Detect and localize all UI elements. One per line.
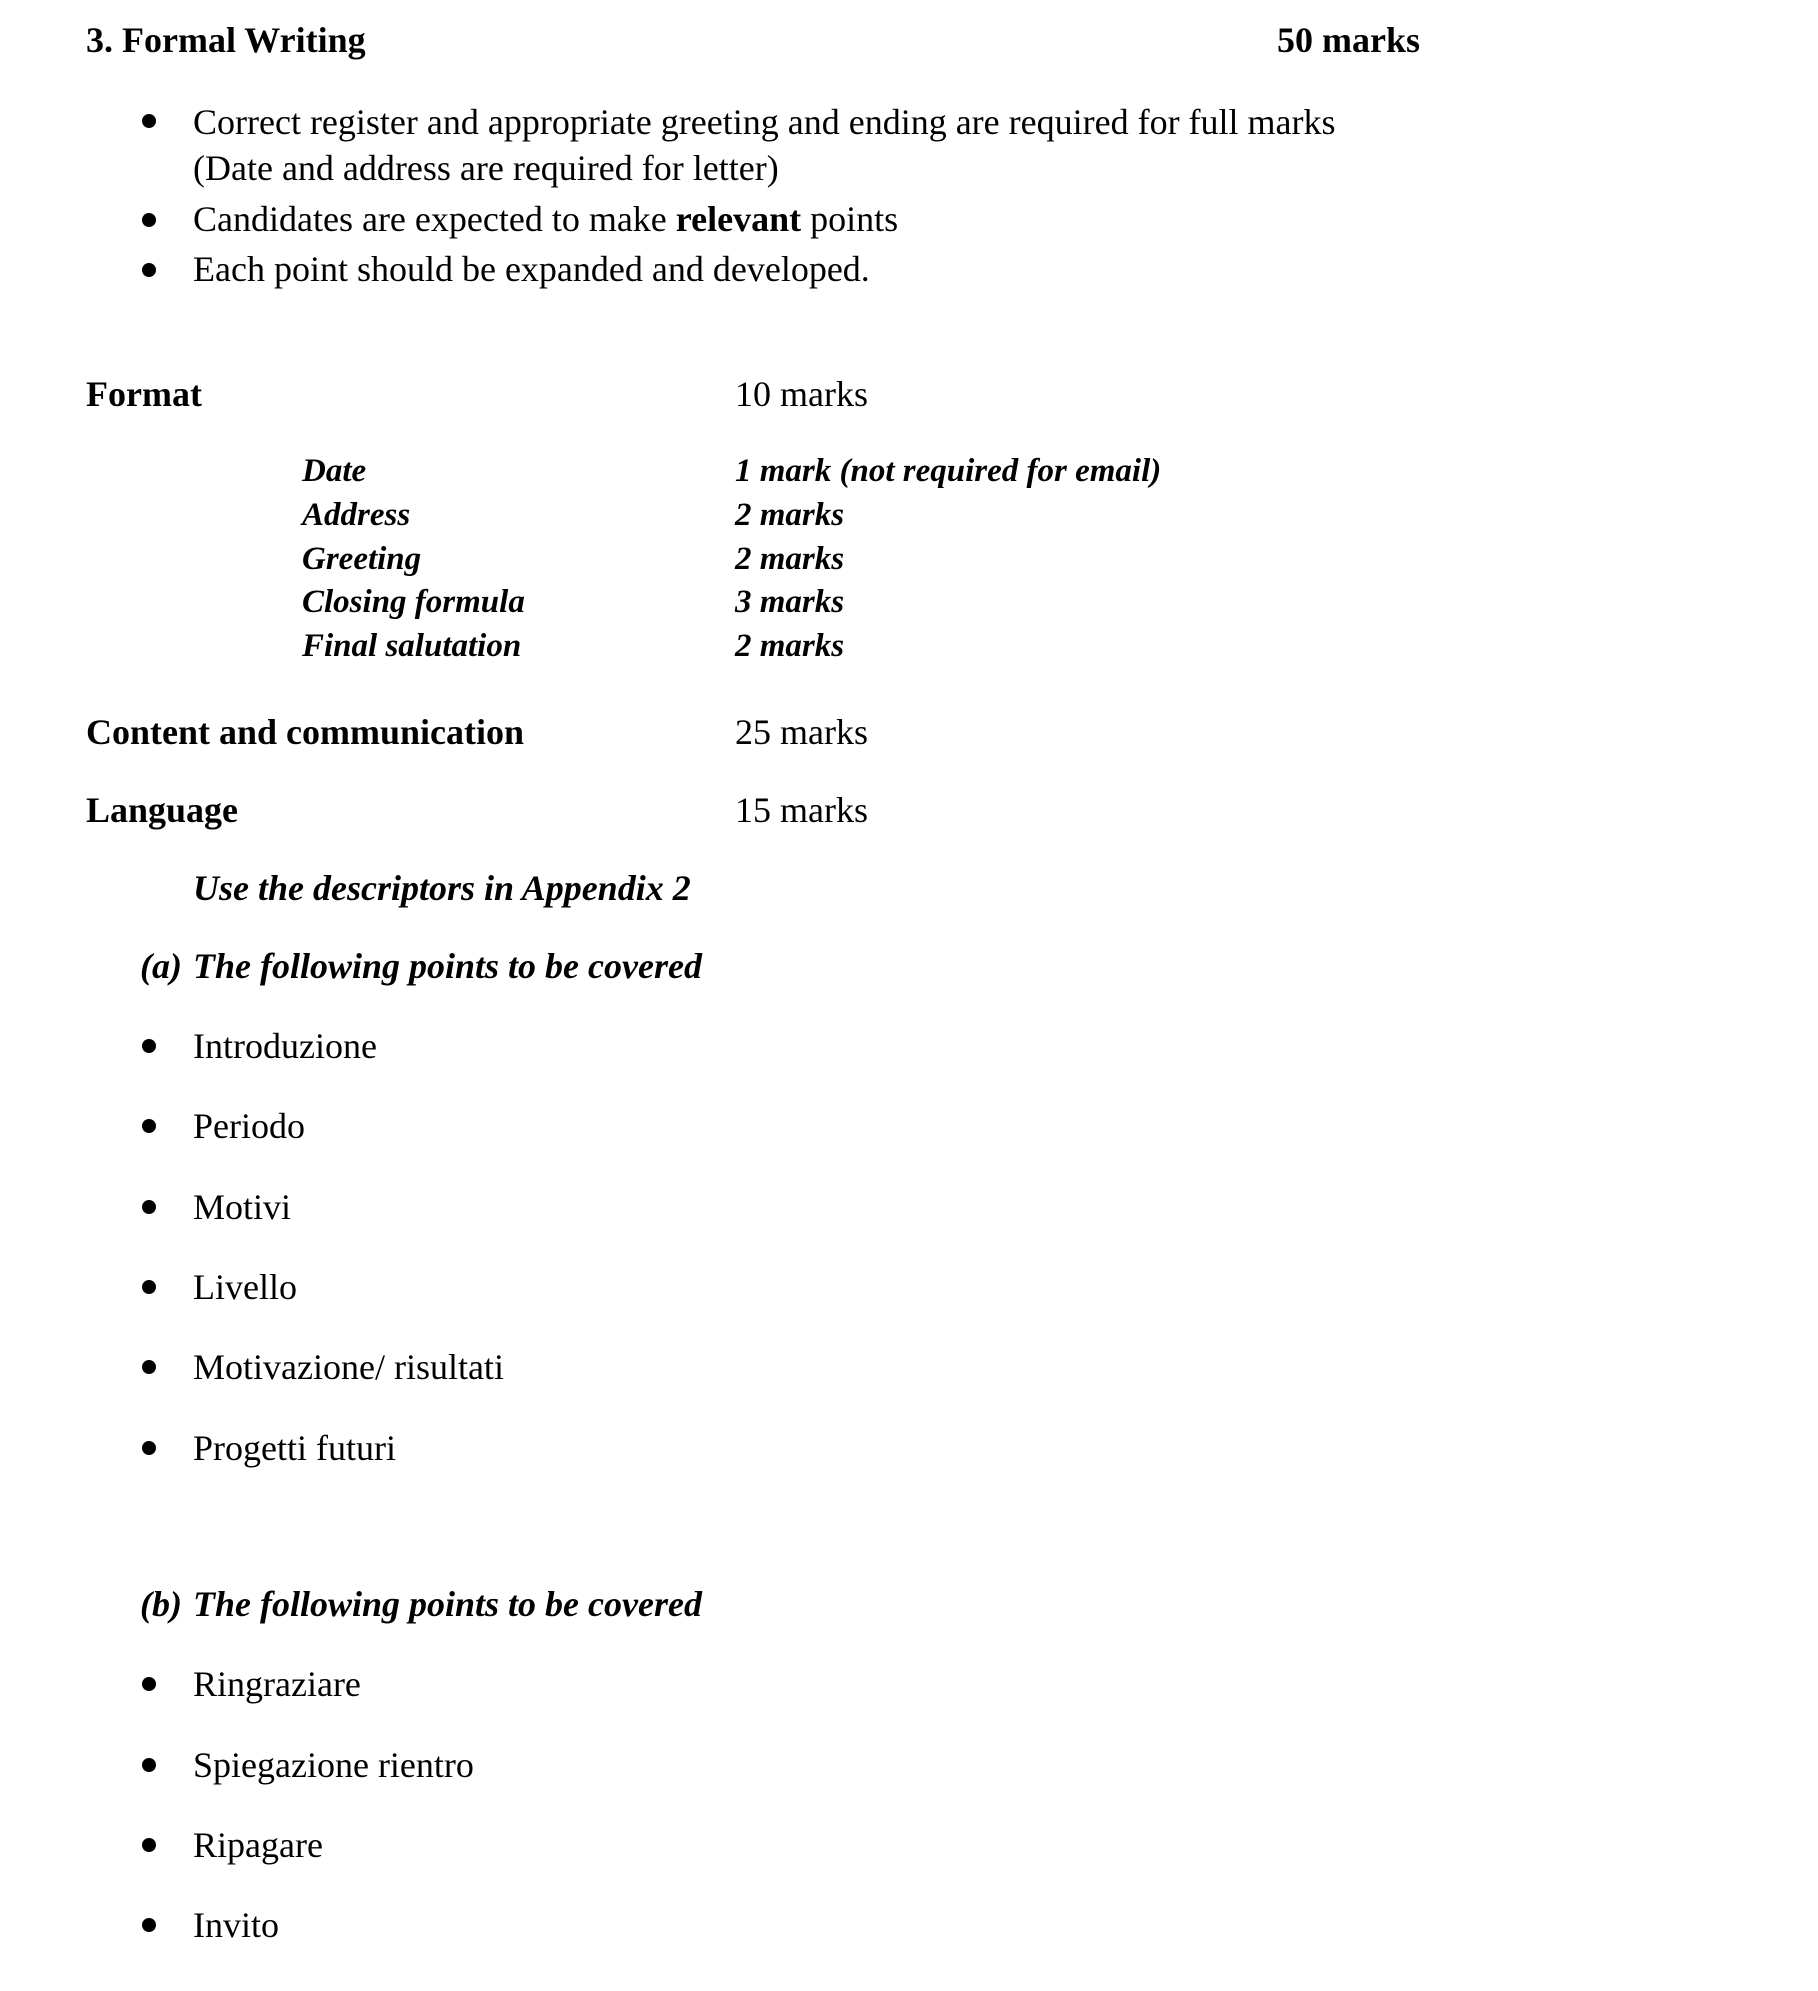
format-item-value: 2 marks xyxy=(735,628,845,664)
format-item-label: Closing formula xyxy=(302,584,525,620)
section-a-heading: The following points to be covered xyxy=(193,946,702,986)
list-item: Periodo xyxy=(193,1106,305,1146)
note-line: Each point should be expanded and developed. xyxy=(193,249,870,289)
format-item-label: Greeting xyxy=(302,541,422,577)
list-item: Motivazione/ risultati xyxy=(193,1347,504,1387)
list-item: Invito xyxy=(193,1905,279,1945)
format-item-value: 3 marks xyxy=(735,584,845,620)
bullet-icon xyxy=(142,1918,156,1932)
bullet-icon xyxy=(142,1677,156,1691)
list-item: Ringraziare xyxy=(193,1664,361,1704)
format-item-value: 2 marks xyxy=(735,541,845,577)
format-marks: 10 marks xyxy=(735,374,868,414)
list-item: Spiegazione rientro xyxy=(193,1745,474,1785)
language-label: Language xyxy=(86,790,239,830)
bullet-icon xyxy=(142,114,156,128)
list-item: Motivi xyxy=(193,1187,292,1227)
format-item-value: 1 mark (not required for email) xyxy=(735,453,1162,489)
note-line: Correct register and appropriate greeting and ending are required for full marks xyxy=(193,102,1336,142)
format-item-label: Address xyxy=(302,497,411,533)
bullet-icon xyxy=(142,213,156,227)
list-item: Progetti futuri xyxy=(193,1428,396,1468)
bullet-icon xyxy=(142,1119,156,1133)
bullet-icon xyxy=(142,1441,156,1455)
language-marks: 15 marks xyxy=(735,790,868,830)
content-label: Content and communication xyxy=(86,712,525,752)
bullet-icon xyxy=(142,1838,156,1852)
content-marks: 25 marks xyxy=(735,712,868,752)
list-item: Ripagare xyxy=(193,1825,323,1865)
bullet-icon xyxy=(142,1200,156,1214)
section-title: 3. Formal Writing xyxy=(86,20,366,60)
format-item-label: Final salutation xyxy=(302,628,522,664)
section-a-label: (a) xyxy=(140,946,182,986)
list-item: Livello xyxy=(193,1267,297,1307)
note-line: Candidates are expected to make relevant points xyxy=(193,199,899,239)
bullet-icon xyxy=(142,1360,156,1374)
bullet-icon xyxy=(142,1280,156,1294)
bullet-icon xyxy=(142,1758,156,1772)
format-label: Format xyxy=(86,374,202,414)
format-item-label: Date xyxy=(302,453,367,489)
section-b-heading: The following points to be covered xyxy=(193,1584,702,1624)
format-item-value: 2 marks xyxy=(735,497,845,533)
bullet-icon xyxy=(142,263,156,277)
note-line: (Date and address are required for letter) xyxy=(193,148,779,188)
bullet-icon xyxy=(142,1039,156,1053)
section-b-label: (b) xyxy=(140,1584,182,1624)
section-marks: 50 marks xyxy=(1277,20,1420,60)
list-item: Introduzione xyxy=(193,1026,377,1066)
descriptors-note: Use the descriptors in Appendix 2 xyxy=(193,868,691,908)
